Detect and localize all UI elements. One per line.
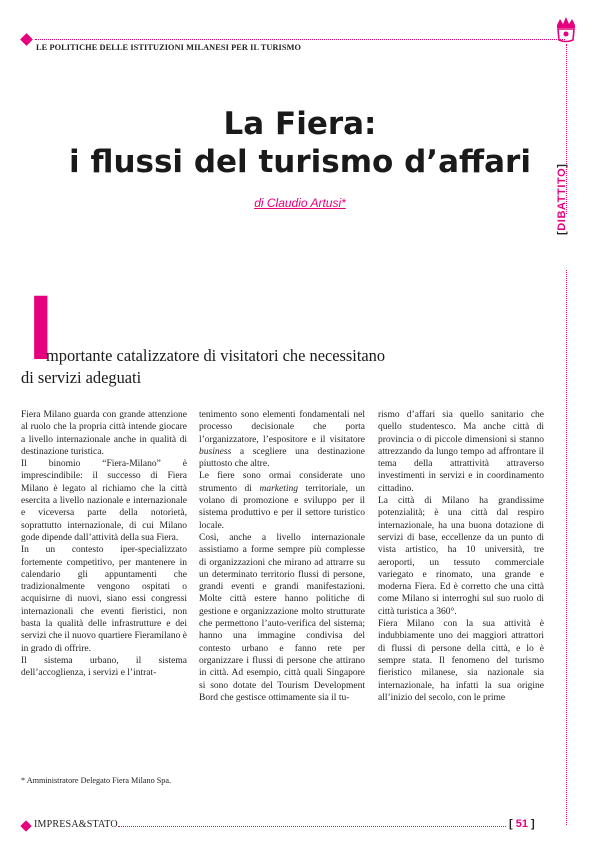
text-run: a scegliere una destinazione piuttosto che altre. [199,446,365,470]
article-title [40,105,560,181]
page-number [509,818,535,830]
body-column-2 [199,409,365,704]
page-number-value: 51 [515,818,528,830]
section-label-text: DIBATTITO [556,167,568,231]
page-bracket-close: ] [531,818,535,830]
header-dotted-rule [35,39,565,40]
paragraph: Fiera Milano guarda con grande attenzione al ruolo che la propria città intende giocare a livello internazionale anche in qualità di destinazione turistica. [21,410,187,457]
text-run: territoriale, un volano di promozione e sviluppo per il sistema produttivo e per il settore turistico locale. [199,483,366,531]
section-bracket-open: [ [556,230,568,235]
title-line-2: i flussi del turismo d’affari [69,144,531,180]
paragraph: In un contesto iper-specializzato fortemente competitivo, per mantenere in calendario gli appuntamenti che tradizionalmente vengono ospitati o acquisirne di nuovi, siano essi congressi internazionali che eventi fieristici, non basta la qualità delle infrastrutture e dei servizi che il nuovo quartiere Fieramilano è in grado di offrire. [21,545,187,654]
footer-dotted-rule [118,826,506,827]
body-column-3 [378,409,544,704]
footer-diamond-ornament [20,820,31,831]
running-head: LE POLITICHE DELLE ISTITUZIONI MILANESI PER IL TURISMO [36,43,302,52]
lead-line-2: di servizi adeguati [21,368,142,387]
paragraph [199,470,365,531]
header-diamond-ornament [20,33,33,46]
right-dotted-rule-bottom [566,270,567,825]
drop-cap: I [28,277,54,379]
paragraph: Il sistema urbano, il sistema dell’accoglienza, i servizi e l’intrat- [21,655,187,679]
italic-term: business [199,446,232,457]
paragraph: Il binomio “Fiera-Milano” è imprescindibile: il successo di Fiera Milano è legato al richiamo che la città esercita a livello nazionale e internazionale e viceversa parte della notorietà, soprattutto internazionale, di cui Milano gode dipende dall’attività della sua Fiera. [21,459,187,543]
author-byline[interactable]: di Claudio Artusi* [254,196,346,210]
paragraph: Così, anche a livello internazionale assistiamo a forme sempre più complesse di organizzazioni che mirano ad attrarre su un determinato territorio flussi di persone, grandi eventi e grandi manifestazioni. Molte città estere hanno politiche di gestione e organizzazione molto strutturate che permettono l’auto-verifica del sistema; hanno una immagine condivisa del contesto urbano e fanno rete per organizzare i flussi di persone che attirano in città. Ad esempio, città quali Singapore si sono dotate del Tourism Development Bord che gestisce ottimamente sia il tu- [199,532,365,703]
italic-term: marketing [259,483,298,494]
footer-brand: IMPRESA&STATO [34,819,118,830]
paragraph: La città di Milano ha grandissime potenzialità; è una città dal respiro internazionale, ha una buona dotazione di servizi di base, eccellenze da un punto di vista artistico, ha 10 università, tre aeroporti, un tessuto commerciale variegato e rinomato, una grande e moderna Fiera. Ed è corretto che una città come Milano si interroghi sul suo ruolo di città turistica a 360°. [378,496,544,617]
text-run: Le fiere sono ormai considerate uno strumento di [199,471,365,494]
crown-emblem-icon [551,13,581,43]
title-line-1: La Fiera: [223,106,377,142]
paragraph: Fiera Milano con la sua attività è indubbiamente uno dei maggiori attrattori di flussi di persone della città, e lo è sempre stata. Il fenomeno del turismo fieristico milanese, sia nazionale sia internazionale, ha infatti la sua origine all’inizio del secolo, con le prime [378,619,544,703]
page-bracket-open: [ [509,818,513,830]
paragraph [199,409,365,470]
paragraph: rismo d’affari sia quello sanitario che quello studentesco. Ma anche città di provincia o di piccole dimensioni si stanno attrezzando da lungo tempo ad affrontare il tema della attrattività attraverso investimenti in servizi e in coordinamento cittadino. [378,410,544,494]
body-column-1 [21,409,187,680]
text-run: tenimento sono elementi fondamentali nel processo decisionale che porta l’organizzatore, l’espositore e il visitatore [199,410,365,445]
lead-line-1: mportante catalizzatore di visitatori che necessitano [46,346,386,365]
section-bracket-close: ] [556,163,568,168]
footnote: * Amministratore Delegato Fiera Milano Spa. [21,776,172,785]
